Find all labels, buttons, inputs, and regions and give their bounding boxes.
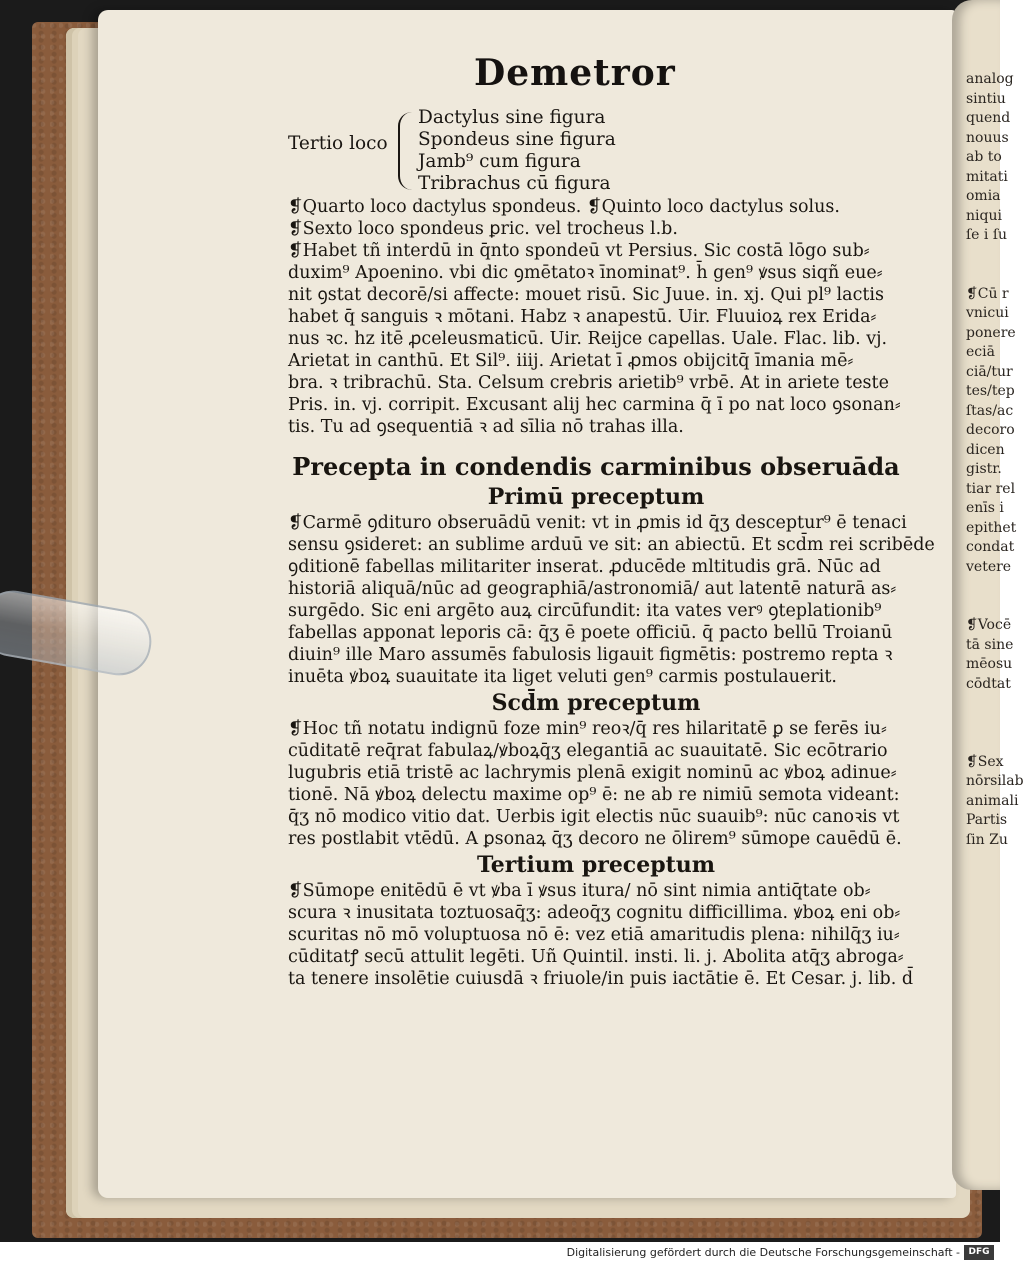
- footer-credit: Digitalisierung gefördert durch die Deutsche Forschungsgemeinschaft -: [566, 1246, 960, 1259]
- facing-line: ab to: [966, 149, 1002, 165]
- facing-line: vetere: [966, 558, 1012, 575]
- facing-line: ciā/tur: [966, 363, 1013, 380]
- text-line: nus ꝛc. hz itē ꝓceleusmaticū. Uir. Reijce capellas. Uale. Flac. lib. vj.: [288, 329, 888, 349]
- verse-item: Jamb⁹ cum figura: [418, 151, 581, 172]
- subsection-title: Scd̄m preceptum: [491, 690, 701, 716]
- page-heading: Demetror: [474, 52, 676, 94]
- facing-line: ❡Sex: [966, 753, 1004, 770]
- subsection-title: Tertium preceptum: [476, 852, 716, 878]
- verse-item: Dactylus sine figura: [418, 107, 606, 128]
- facing-line: cōdtat: [966, 675, 1011, 692]
- facing-line: epithet: [966, 519, 1017, 536]
- dfg-logo: DFG: [964, 1245, 994, 1260]
- paragraph: [288, 512, 935, 688]
- facing-line: quend: [966, 110, 1011, 126]
- facing-line: condat: [966, 539, 1015, 555]
- text-line: ❡Sexto loco spondeus ꝑric. vel trocheus l.b.: [288, 219, 678, 239]
- verse-label: Tertio loco: [288, 133, 388, 154]
- facing-line: ſe i ſu: [966, 227, 1008, 243]
- facing-line: decoro: [966, 422, 1015, 438]
- facing-page-text: [966, 70, 1024, 850]
- text-line: inuēta ꝟboꝝ suauitate ita liget veluti gen⁹ carmis postulauerit.: [288, 667, 837, 687]
- text-line: bra. ꝛ tribrachū. Sta. Celsum crebris arietib⁹ vrbē. At in ariete teste: [288, 373, 889, 393]
- facing-line: analog: [966, 71, 1014, 87]
- text-line: ❡Habet tñ interdū in q̄nto spondeū vt Persius. Sic costā lōgo sub⸗: [288, 241, 870, 261]
- text-line: cūditatꝭ secū attulit legēti. Uñ Quintil. insti. li. j. Abolita atq̄ʒ abroga⸗: [288, 947, 904, 967]
- text-line: surgēdo. Sic eni argēto auꝝ circūfundit: ita vates verꝰ ꝯteplationib⁹: [288, 601, 882, 621]
- facing-line: dicen: [966, 441, 1005, 458]
- text-line: fabellas apponat leporis cā: q̄ʒ ē poete officiū. q̄ pacto bellū Troianū: [288, 623, 893, 643]
- facing-line: ❡Cū r: [966, 285, 1009, 302]
- text-line: tionē. Nā ꝟboꝝ delectu maxime op⁹ ē: ne ab re nimiū semota videant:: [288, 785, 900, 805]
- facing-line: [966, 597, 1000, 617]
- facing-line: sintiu: [966, 90, 1006, 107]
- facing-line: ponere: [966, 324, 1016, 341]
- facing-line: [966, 246, 1000, 266]
- paragraph: [288, 880, 914, 990]
- paragraph: [288, 718, 904, 850]
- text-line: ❡Hoc tñ notatu indignū foze min⁹ reoꝛ/q̄ res hilaritatē ꝑ se ferēs iu⸗: [288, 719, 887, 739]
- facing-line: animali: [966, 792, 1019, 809]
- facing-line: mēosu: [966, 656, 1013, 672]
- body-text: [288, 196, 935, 990]
- facing-line: nouus: [966, 129, 1009, 146]
- text-line: ꝯditionē fabellas militariter inserat. ꝓducēde mltitudis grā. Nūc ad: [288, 557, 881, 577]
- text-line: Arietat in canthū. Et Sil⁹. iiij. Arietat ī ꝓmos obijcitq̄ īmania mē⸗: [288, 351, 854, 371]
- facing-line: vnicui: [966, 305, 1009, 321]
- facing-line: ❡Vocē: [966, 617, 1012, 633]
- subsection-title: Primū preceptum: [487, 484, 705, 510]
- text-line: habet q̄ sanguis ꝛ mōtani. Habz ꝛ anapestū. Uir. Fluuioꝝ rex Erida⸗: [288, 307, 877, 327]
- facing-line: nōrsilab: [966, 773, 1024, 789]
- text-line: duxim⁹ Apoenino. vbi dic ꝯmētatoꝛ īnominat⁹. h̄ gen⁹ ꝟsus siqñ eue⸗: [288, 263, 883, 283]
- text-line: ❡Carmē ꝯdituro obseruādū venit: vt in ꝓmis id q̄ʒ desceptur⁹ ē tenaci: [288, 513, 907, 533]
- facing-line: [966, 694, 1000, 714]
- intro-paragraph: [288, 196, 904, 438]
- text-line: res postlabit vtēdū. A ꝑsonaꝝ q̄ʒ decoro ne ōlirem⁹ sūmope cauēdū ē.: [288, 829, 902, 849]
- text-line: q̄ʒ nō modico vitio dat. Uerbis igit electis nūc suauib⁹: nūc canoꝛis vt: [288, 807, 900, 827]
- facing-line: enīs i: [966, 500, 1004, 516]
- facing-line: tes/tep: [966, 383, 1015, 399]
- facing-line: gistr.: [966, 461, 1002, 477]
- text-line: tis. Tu ad ꝯsequentiā ꝛ ad sīlia nō trahas illa.: [288, 417, 684, 437]
- text-line: scuritas nō mō voluptuosa nō ē: vez etiā amaritudis plena: nihilq̄ʒ iu⸗: [288, 925, 900, 945]
- facing-line: ſin Zu: [966, 831, 1008, 848]
- text-line: nit ꝯstat decorē/si affecte: mouet risū. Sic Juue. in. xj. Qui pl⁹ lactis: [288, 285, 884, 305]
- facing-line: [966, 265, 1000, 285]
- facing-line: [966, 714, 1000, 734]
- text-line: diuin⁹ ille Maro assumēs fabulosis ligauit figmētis: postremo repta ꝛ: [288, 645, 893, 665]
- verse-item: Spondeus sine figura: [418, 129, 616, 150]
- text-line: ❡Quarto loco dactylus spondeus. ❡Quinto loco dactylus solus.: [288, 197, 840, 217]
- text-line: sensu ꝯsideret: an sublime arduū ve sit: an abiectū. Et scd̄m rei scribēde: [288, 535, 935, 555]
- facing-line: tiar rel: [966, 480, 1016, 497]
- text-line: ta tenere insolētie cuiusdā ꝛ friuole/in puis iactātie ē. Et Cesar. j. lib. d̄: [288, 969, 914, 989]
- text-line: lugubris etiā tristē ac lachrymis plenā exigit nominū ac ꝟboꝝ adinue⸗: [288, 763, 897, 783]
- text-line: cūditatē req̄rat fabulaꝝ/ꝟboꝝq̄ʒ elegantiā ac suauitatē. Sic ecōtrario: [288, 741, 888, 761]
- facing-line: Partis: [966, 812, 1008, 828]
- facing-line: [966, 577, 1000, 597]
- facing-line: [966, 733, 1000, 753]
- brace-icon: [398, 112, 414, 190]
- text-line: ❡Sūmope enitēdū ē vt ꝟba ī ꝟsus itura/ nō sint nimia antiq̄tate ob⸗: [288, 881, 871, 901]
- facing-line: omia: [966, 188, 1001, 204]
- facing-line: niqui: [966, 207, 1002, 224]
- verse-item: Tribrachus cū figura: [418, 173, 611, 194]
- facing-line: ſtas/ac: [966, 402, 1014, 419]
- text-line: scura ꝛ inusitata toztuosaq̄ʒ: adeoq̄ʒ cognitu difficillima. ꝟboꝝ eni ob⸗: [288, 903, 901, 923]
- text-line: historiā aliquā/nūc ad geographiā/astronomiā/ aut latentē naturā as⸗: [288, 579, 897, 599]
- footer-bar: [0, 1242, 1000, 1264]
- section-title: Precepta in condendis carminibus obseruāda: [292, 452, 900, 481]
- text-line: Pris. in. vj. corripit. Excusant alij hec carmina q̄ ī po nat loco ꝯsonan⸗: [288, 395, 901, 415]
- facing-line: tā sine: [966, 636, 1014, 653]
- facing-line: mitati: [966, 168, 1008, 185]
- facing-line: eciā: [966, 344, 995, 360]
